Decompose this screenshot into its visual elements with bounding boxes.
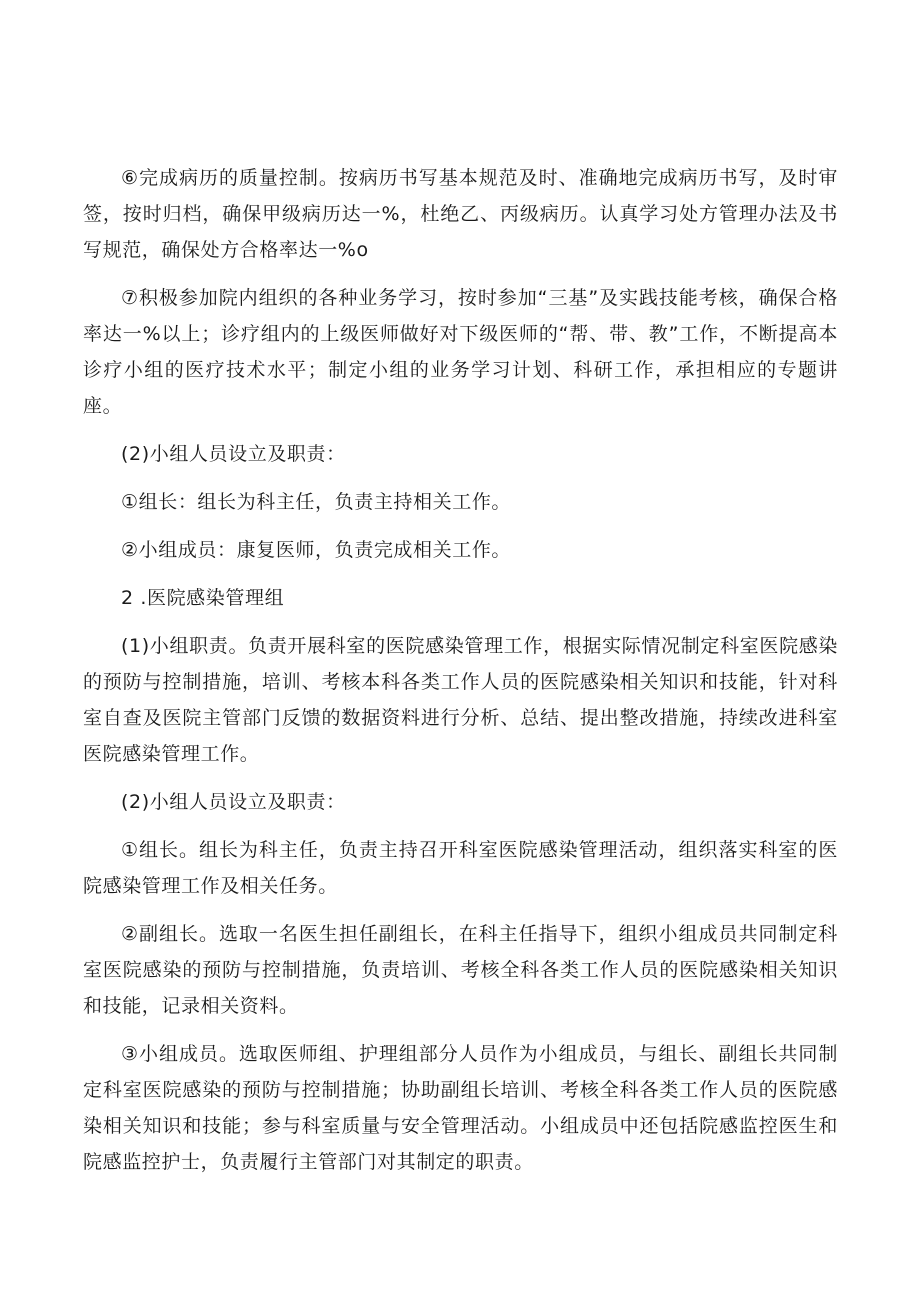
item-infection-group-members: ③小组成员。选取医师组、护理组部分人员作为小组成员，与组长、副组长共同制定科室医院感染的预防与控制措施；协助副组长培训、考核全科各类工作人员的医院感染相关知识和技能；参与科室质量与安全管理活动。小组成员中还包括院感监控医生和院感监控护士，负责履行主管部门对其制定的职责。 [83,1043,838,1173]
paragraph-medical-record-quality: ⑥完成病历的质量控制。按病历书写基本规范及时、准确地完成病历书写，及时审签，按时归档，确保甲级病历达一%，杜绝乙、丙级病历。认真学习处方管理办法及书写规范，确保处方合格率达一%o [83,167,838,261]
item-infection-group-leader: ①组长。组长为科主任，负责主持召开科室医院感染管理活动，组织落实科室的医院感染管理工作及相关任务。 [83,839,838,897]
paragraph-group-duties: (1)小组职责。负责开展科室的医院感染管理工作，根据实际情况制定科室医院感染的预防与控制措施，培训、考核本科各类工作人员的医院感染相关知识和技能，针对科室自查及医院主管部门反馈的数据资料进行分析、总结、提出整改措施，持续改进科室医院感染管理工作。 [83,635,838,765]
item-infection-deputy-leader: ②副组长。选取一名医生担任副组长，在科主任指导下，组织小组成员共同制定科室医院感染的预防与控制措施，负责培训、考核全科各类工作人员的医院感染相关知识和技能，记录相关资料。 [83,923,838,1017]
document-body [83,160,838,1192]
subheading-infection-group-members: (2)小组人员设立及职责： [121,791,346,813]
item-group-members: ②小组成员：康复医师，负责完成相关工作。 [121,539,512,561]
paragraph-business-learning: ⑦积极参加院内组织的各种业务学习，按时参加“三基”及实践技能考核，确保合格率达一%以上；诊疗组内的上级医师做好对下级医师的“帮、带、教”工作，不断提高本诊疗小组的医疗技术水平；制定小组的业务学习计划、科研工作，承担相应的专题讲座。 [83,287,838,417]
item-group-leader: ①组长：组长为科主任，负责主持相关工作。 [121,491,512,513]
subheading-group-members: (2)小组人员设立及职责： [121,443,346,465]
section-heading-infection-control: 2 .医院感染管理组 [121,587,285,609]
